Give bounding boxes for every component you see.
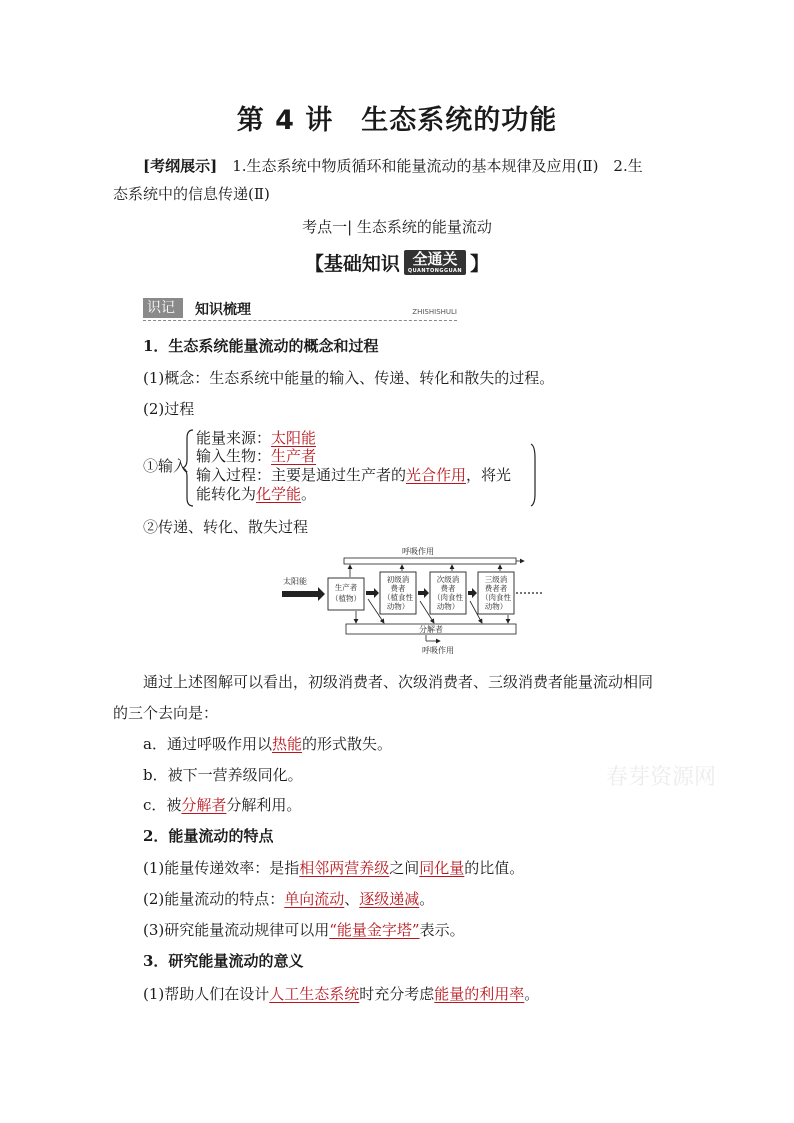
badge-main: 全通关 <box>412 250 458 268</box>
box-tertiary-line-1: 三级消 <box>484 575 508 584</box>
feature-pre: (2)能量流动的特点： <box>143 890 285 908</box>
outline-text-1: 1.生态系统中物质循环和能量流动的基本规律及应用(Ⅱ) 2.生 <box>217 157 643 175</box>
input-process-answer: 光合作用 <box>406 466 467 484</box>
outline-tag: [考纲展示] <box>143 157 218 175</box>
box-tertiary-line-3: （肉食性 <box>481 593 511 602</box>
feature-text <box>143 889 434 909</box>
input-organism <box>196 446 316 466</box>
significance-pre: (1)帮助人们在设计 <box>143 985 270 1003</box>
item-c <box>143 795 301 815</box>
input-organism-label: 输入生物： <box>196 447 272 465</box>
concept-text: (1)概念：生态系统中能量的输入、传递、转化和散失的过程。 <box>143 369 555 387</box>
section-title: 知识梳理 <box>195 302 251 318</box>
efficiency-mid: 之间 <box>389 859 420 877</box>
box-secondary-line-2: 费者 <box>440 584 456 593</box>
box-secondary-line-1: 次级消 <box>436 575 460 584</box>
heading-2: 2．能量流动的特点 <box>143 827 274 845</box>
item-c-post: 分解利用。 <box>226 796 302 814</box>
feature-answer-1: 单向流动 <box>284 890 345 908</box>
feature-post: 。 <box>419 890 435 908</box>
box-producer-line-2: （植物） <box>331 594 361 603</box>
respiration-label-top: 呼吸作用 <box>402 547 434 556</box>
input-conversion <box>196 484 316 504</box>
item-a-answer: 热能 <box>271 735 302 753</box>
outline-line-1 <box>143 156 643 176</box>
box-tertiary-line-4: 动物） <box>484 602 508 611</box>
respiration-bar-top <box>344 558 516 564</box>
watermark: 春芽资源网 <box>606 765 717 790</box>
significance-answer-1: 人工生态系统 <box>269 985 360 1003</box>
section-header <box>143 298 457 321</box>
energy-flow-diagram <box>280 543 550 660</box>
box-primary-line-2: 费者 <box>390 584 406 593</box>
box-producer-line-1: 生产者 <box>334 583 358 592</box>
process-text: (2)过程 <box>143 400 195 418</box>
item-a-pre: a．通过呼吸作用以 <box>143 735 272 753</box>
box-primary-line-4: 动物） <box>386 602 410 611</box>
significance-answer-2: 能量的利用率 <box>434 985 525 1003</box>
input-process-label: 输入过程：主要是通过生产者的 <box>196 466 407 484</box>
badge-box <box>404 250 466 275</box>
feature-mid: 、 <box>344 890 360 908</box>
efficiency-post: 的比值。 <box>464 859 525 877</box>
box-primary-line-1: 初级消 <box>386 575 410 584</box>
input-conversion-post: 。 <box>301 485 317 503</box>
decomposer-label: 分解者 <box>419 625 443 634</box>
outline-line-2: 态系统中的信息传递(Ⅱ) <box>113 185 270 203</box>
badge-right: 】 <box>470 253 490 275</box>
item-a <box>143 734 392 754</box>
item-a-post: 的形式散失。 <box>301 735 392 753</box>
section-pinyin: ZHISHISHULI <box>412 308 457 316</box>
paragraph-line-2: 的三个去向是： <box>113 704 219 722</box>
significance-post: 。 <box>524 985 540 1003</box>
pyramid-post: 表示。 <box>419 921 465 939</box>
sun-label: 太阳能 <box>283 577 307 586</box>
efficiency-text <box>143 858 524 878</box>
item-b: b．被下一营养级同化。 <box>143 766 303 784</box>
significance-mid: 时充分考虑 <box>359 985 435 1003</box>
item-c-answer: 分解者 <box>181 796 227 814</box>
basic-knowledge-badge <box>0 249 794 276</box>
section-tag: 识记 <box>143 298 183 318</box>
input-conversion-label: 能转化为 <box>196 485 257 503</box>
transfer-text: ②传递、转化、散失过程 <box>143 518 309 536</box>
box-tertiary-line-2: 费者者 <box>484 584 508 593</box>
badge-left: 【基础知识 <box>304 253 400 275</box>
input-source <box>196 428 316 448</box>
input-conversion-answer: 化学能 <box>256 485 302 503</box>
pyramid-text <box>143 920 465 940</box>
box-primary-line-3: （植食性 <box>383 593 413 602</box>
pyramid-answer: “能量金字塔” <box>329 921 420 939</box>
respiration-label-bottom: 呼吸作用 <box>422 646 454 655</box>
heading-3: 3．研究能量流动的意义 <box>143 952 304 970</box>
feature-answer-2: 逐级递减 <box>359 890 420 908</box>
input-process <box>196 465 511 485</box>
input-source-label: 能量来源： <box>196 429 272 447</box>
efficiency-pre: (1)能量传递效率：是指 <box>143 859 300 877</box>
paragraph-line-1: 通过上述图解可以看出，初级消费者、次级消费者、三级消费者能量流动相同 <box>143 673 654 691</box>
efficiency-answer-1: 相邻两营养级 <box>299 859 390 877</box>
kaodian-heading: 考点一| 生态系统的能量流动 <box>302 218 492 236</box>
page-title: 第 4 讲 生态系统的功能 <box>236 105 558 136</box>
input-process-post: ，将光 <box>466 466 512 484</box>
efficiency-answer-2: 同化量 <box>419 859 465 877</box>
input-label: ①输入 <box>143 457 189 475</box>
pyramid-pre: (3)研究能量流动规律可以用 <box>143 921 330 939</box>
significance-text <box>143 984 539 1004</box>
heading-1: 1．生态系统能量流动的概念和过程 <box>143 337 379 355</box>
sun-arrow <box>282 587 325 601</box>
box-secondary-line-3: （肉食性 <box>433 593 463 602</box>
item-c-pre: c．被 <box>143 796 182 814</box>
input-organism-answer: 生产者 <box>271 447 317 465</box>
box-secondary-line-4: 动物） <box>436 602 460 611</box>
input-source-answer: 太阳能 <box>271 429 317 447</box>
badge-sub: QUANTONGGUAN <box>407 268 463 274</box>
